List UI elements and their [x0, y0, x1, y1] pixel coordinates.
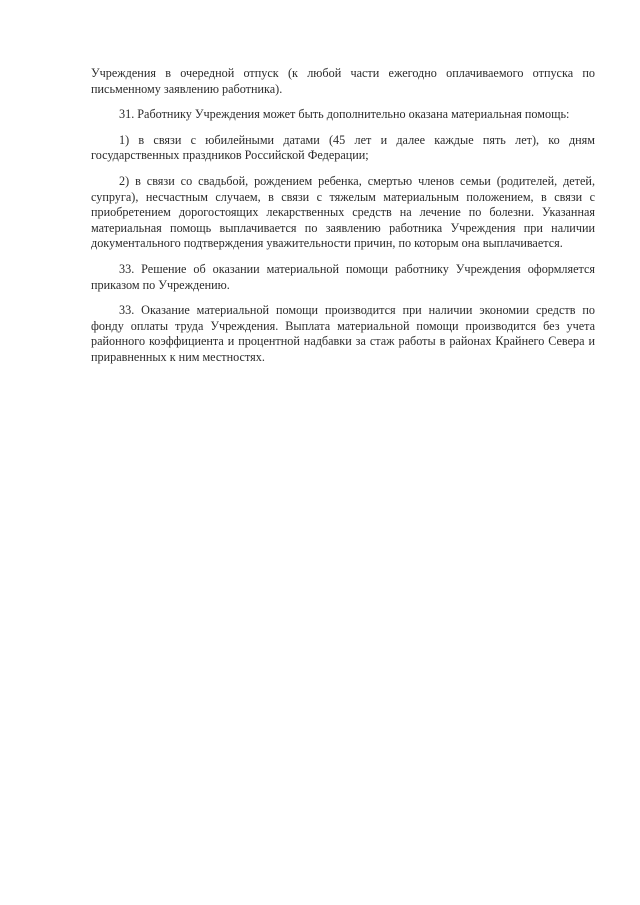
paragraph-item-33-decision: 33. Решение об оказании материальной помощи работнику Учреждения оформляется приказом по Учреждению.: [91, 261, 595, 292]
paragraph-continuation: Учреждения в очередной отпуск (к любой части ежегодно оплачиваемого отпуска по письменному заявлению работника).: [91, 66, 595, 96]
paragraph-subitem-1: 1) в связи с юбилейными датами (45 лет и далее каждые пять лет), ко дням государственных праздников Российской Федерации;: [91, 132, 595, 163]
paragraph-item-31: 31. Работнику Учреждения может быть дополнительно оказана материальная помощь:: [119, 107, 570, 122]
paragraph-item-33-payment: 33. Оказание материальной помощи производится при наличии экономии средств по фонду оплаты труда Учреждения. Выплата материальной помощи производится без учета районного коэффициента и процентной надбавки за стаж работы в районах Крайнего Севера и приравненных к ним местностях.: [91, 303, 595, 364]
paragraph-subitem-2: 2) в связи со свадьбой, рождением ребенка, смертью членов семьи (родителей, детей, супруга), несчастным случаем, в связи с тяжелым материальным положением, в связи с приобретением дорогостоящих лекарственных средств на лечение по болезни. Указанная материальная помощь выплачивается по заявлению работника Учреждения при наличии документального подтверждения уважительности причин, по которым она выплачивается.: [91, 173, 595, 251]
document-body: [91, 66, 595, 376]
